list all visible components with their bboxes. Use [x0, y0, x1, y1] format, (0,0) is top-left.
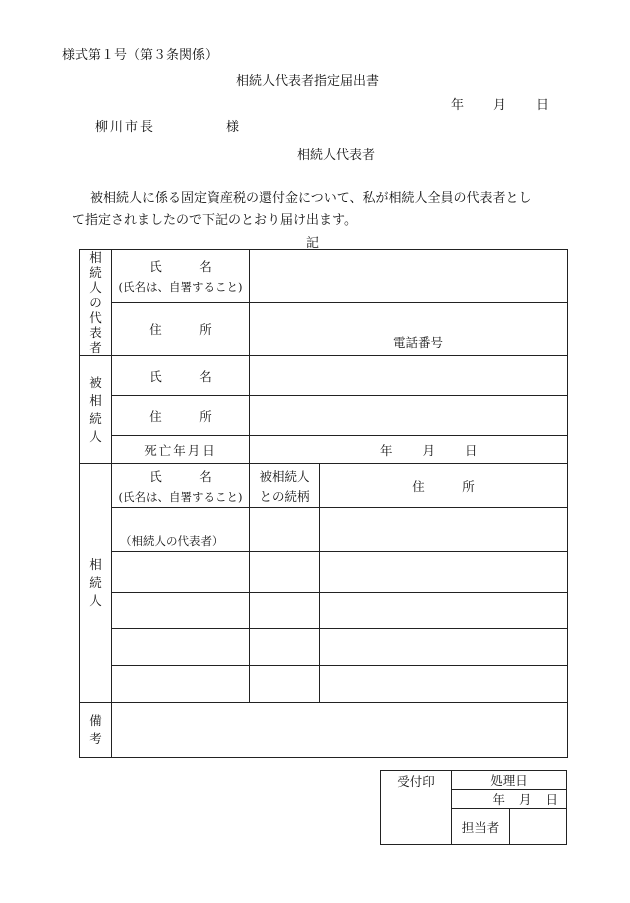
- rep-name-field[interactable]: [250, 250, 568, 303]
- processing-year-label: 年: [492, 792, 505, 807]
- deceased-death-date-field[interactable]: [250, 436, 568, 464]
- processing-day-label: 日: [545, 792, 559, 807]
- heir-address-field[interactable]: [320, 629, 568, 666]
- heir-address-field[interactable]: [320, 666, 568, 703]
- processing-date-field[interactable]: [452, 790, 567, 809]
- heirs-name-note: (氏名は、自署すること): [118, 489, 243, 504]
- heir-name-field[interactable]: [112, 666, 250, 703]
- deceased-death-date-label: 死亡年月日: [112, 436, 250, 464]
- rep-address-field[interactable]: [250, 303, 568, 356]
- person-in-charge-label: 担当者: [452, 809, 510, 845]
- heirs-name-header: [112, 464, 250, 508]
- heirs-relation-label-1: 被相続人: [259, 468, 310, 484]
- heir-relation-field[interactable]: [250, 593, 320, 629]
- heir-row: [80, 666, 568, 703]
- processing-month-label: 月: [518, 792, 532, 807]
- rep-address-row: [80, 303, 568, 356]
- deceased-death-date-row: [80, 436, 568, 464]
- rep-address-label: 住 所: [112, 303, 250, 356]
- heir-address-field[interactable]: [320, 593, 568, 629]
- ki-label: 記: [306, 236, 320, 251]
- heirs-section-label: 相 続 人: [80, 464, 112, 703]
- received-stamp-label: 受付印: [397, 774, 435, 789]
- remarks-row: [80, 703, 568, 758]
- heir-relation-field[interactable]: [250, 629, 320, 666]
- death-year-label: 年: [380, 442, 393, 458]
- processing-date-label: 処理日: [452, 771, 567, 790]
- rep-phone-label: 電話番号: [393, 335, 444, 350]
- body-text-line-1: 被相続人に係る固定資産税の還付金について、私が相続人全員の代表者とし: [90, 191, 532, 206]
- deceased-name-field[interactable]: [250, 356, 568, 396]
- heirs-relation-header: [250, 464, 320, 508]
- person-in-charge-field[interactable]: [510, 809, 567, 845]
- heir-row: [80, 508, 568, 552]
- heirs-address-header: 住 所: [320, 464, 568, 508]
- heir-relation-field[interactable]: [250, 666, 320, 703]
- office-use-table: [380, 770, 567, 845]
- death-day-label: 日: [465, 442, 478, 458]
- addressee: 柳川市長: [95, 120, 156, 135]
- remarks-label: 備 考: [80, 703, 112, 758]
- date-year-label: 年: [451, 98, 465, 113]
- document-title: 相続人代表者指定届出書: [236, 74, 380, 89]
- representative-signature-label: 相続人代表者: [297, 148, 376, 163]
- deceased-name-row: [80, 356, 568, 396]
- heir-address-field[interactable]: [320, 552, 568, 593]
- remarks-field[interactable]: [112, 703, 568, 758]
- heir-name-field[interactable]: [112, 593, 250, 629]
- body-text-line-2: て指定されましたので下記のとおり届け出ます。: [72, 213, 357, 228]
- death-month-label: 月: [422, 442, 436, 458]
- main-form-table: [79, 249, 568, 758]
- rep-section-label: 相 続 人 の 代 表 者: [80, 250, 112, 356]
- deceased-address-row: [80, 396, 568, 436]
- rep-name-label: 氏 名: [149, 259, 212, 274]
- heirs-rep-note: （相続人の代表者）: [120, 534, 224, 548]
- heirs-name-label: 氏 名: [149, 468, 212, 484]
- heir-row: [80, 629, 568, 666]
- form-number: 様式第１号（第３条関係）: [62, 48, 219, 63]
- addressee-honorific: 様: [226, 120, 240, 135]
- heir-relation-field[interactable]: [250, 552, 320, 593]
- received-stamp-cell: [381, 771, 452, 845]
- heir-relation-field[interactable]: [250, 508, 320, 552]
- heir-row: [80, 552, 568, 593]
- deceased-address-label: 住 所: [112, 396, 250, 436]
- heir-name-field[interactable]: [112, 552, 250, 593]
- rep-name-row: [80, 250, 568, 303]
- date-month-label: 月: [493, 98, 507, 113]
- heir-address-field[interactable]: [320, 508, 568, 552]
- heirs-header-row: [80, 464, 568, 508]
- date-day-label: 日: [536, 98, 550, 113]
- deceased-address-field[interactable]: [250, 396, 568, 436]
- rep-name-label-cell: [112, 250, 250, 303]
- deceased-section-label: 被 相 続 人: [80, 356, 112, 464]
- heirs-relation-label-2: との続柄: [259, 488, 310, 504]
- deceased-name-label: 氏 名: [112, 356, 250, 396]
- heir-row: [80, 593, 568, 629]
- rep-name-note: (氏名は、自署すること): [118, 280, 243, 294]
- heir-name-field[interactable]: [112, 629, 250, 666]
- heir-name-field[interactable]: [112, 508, 250, 552]
